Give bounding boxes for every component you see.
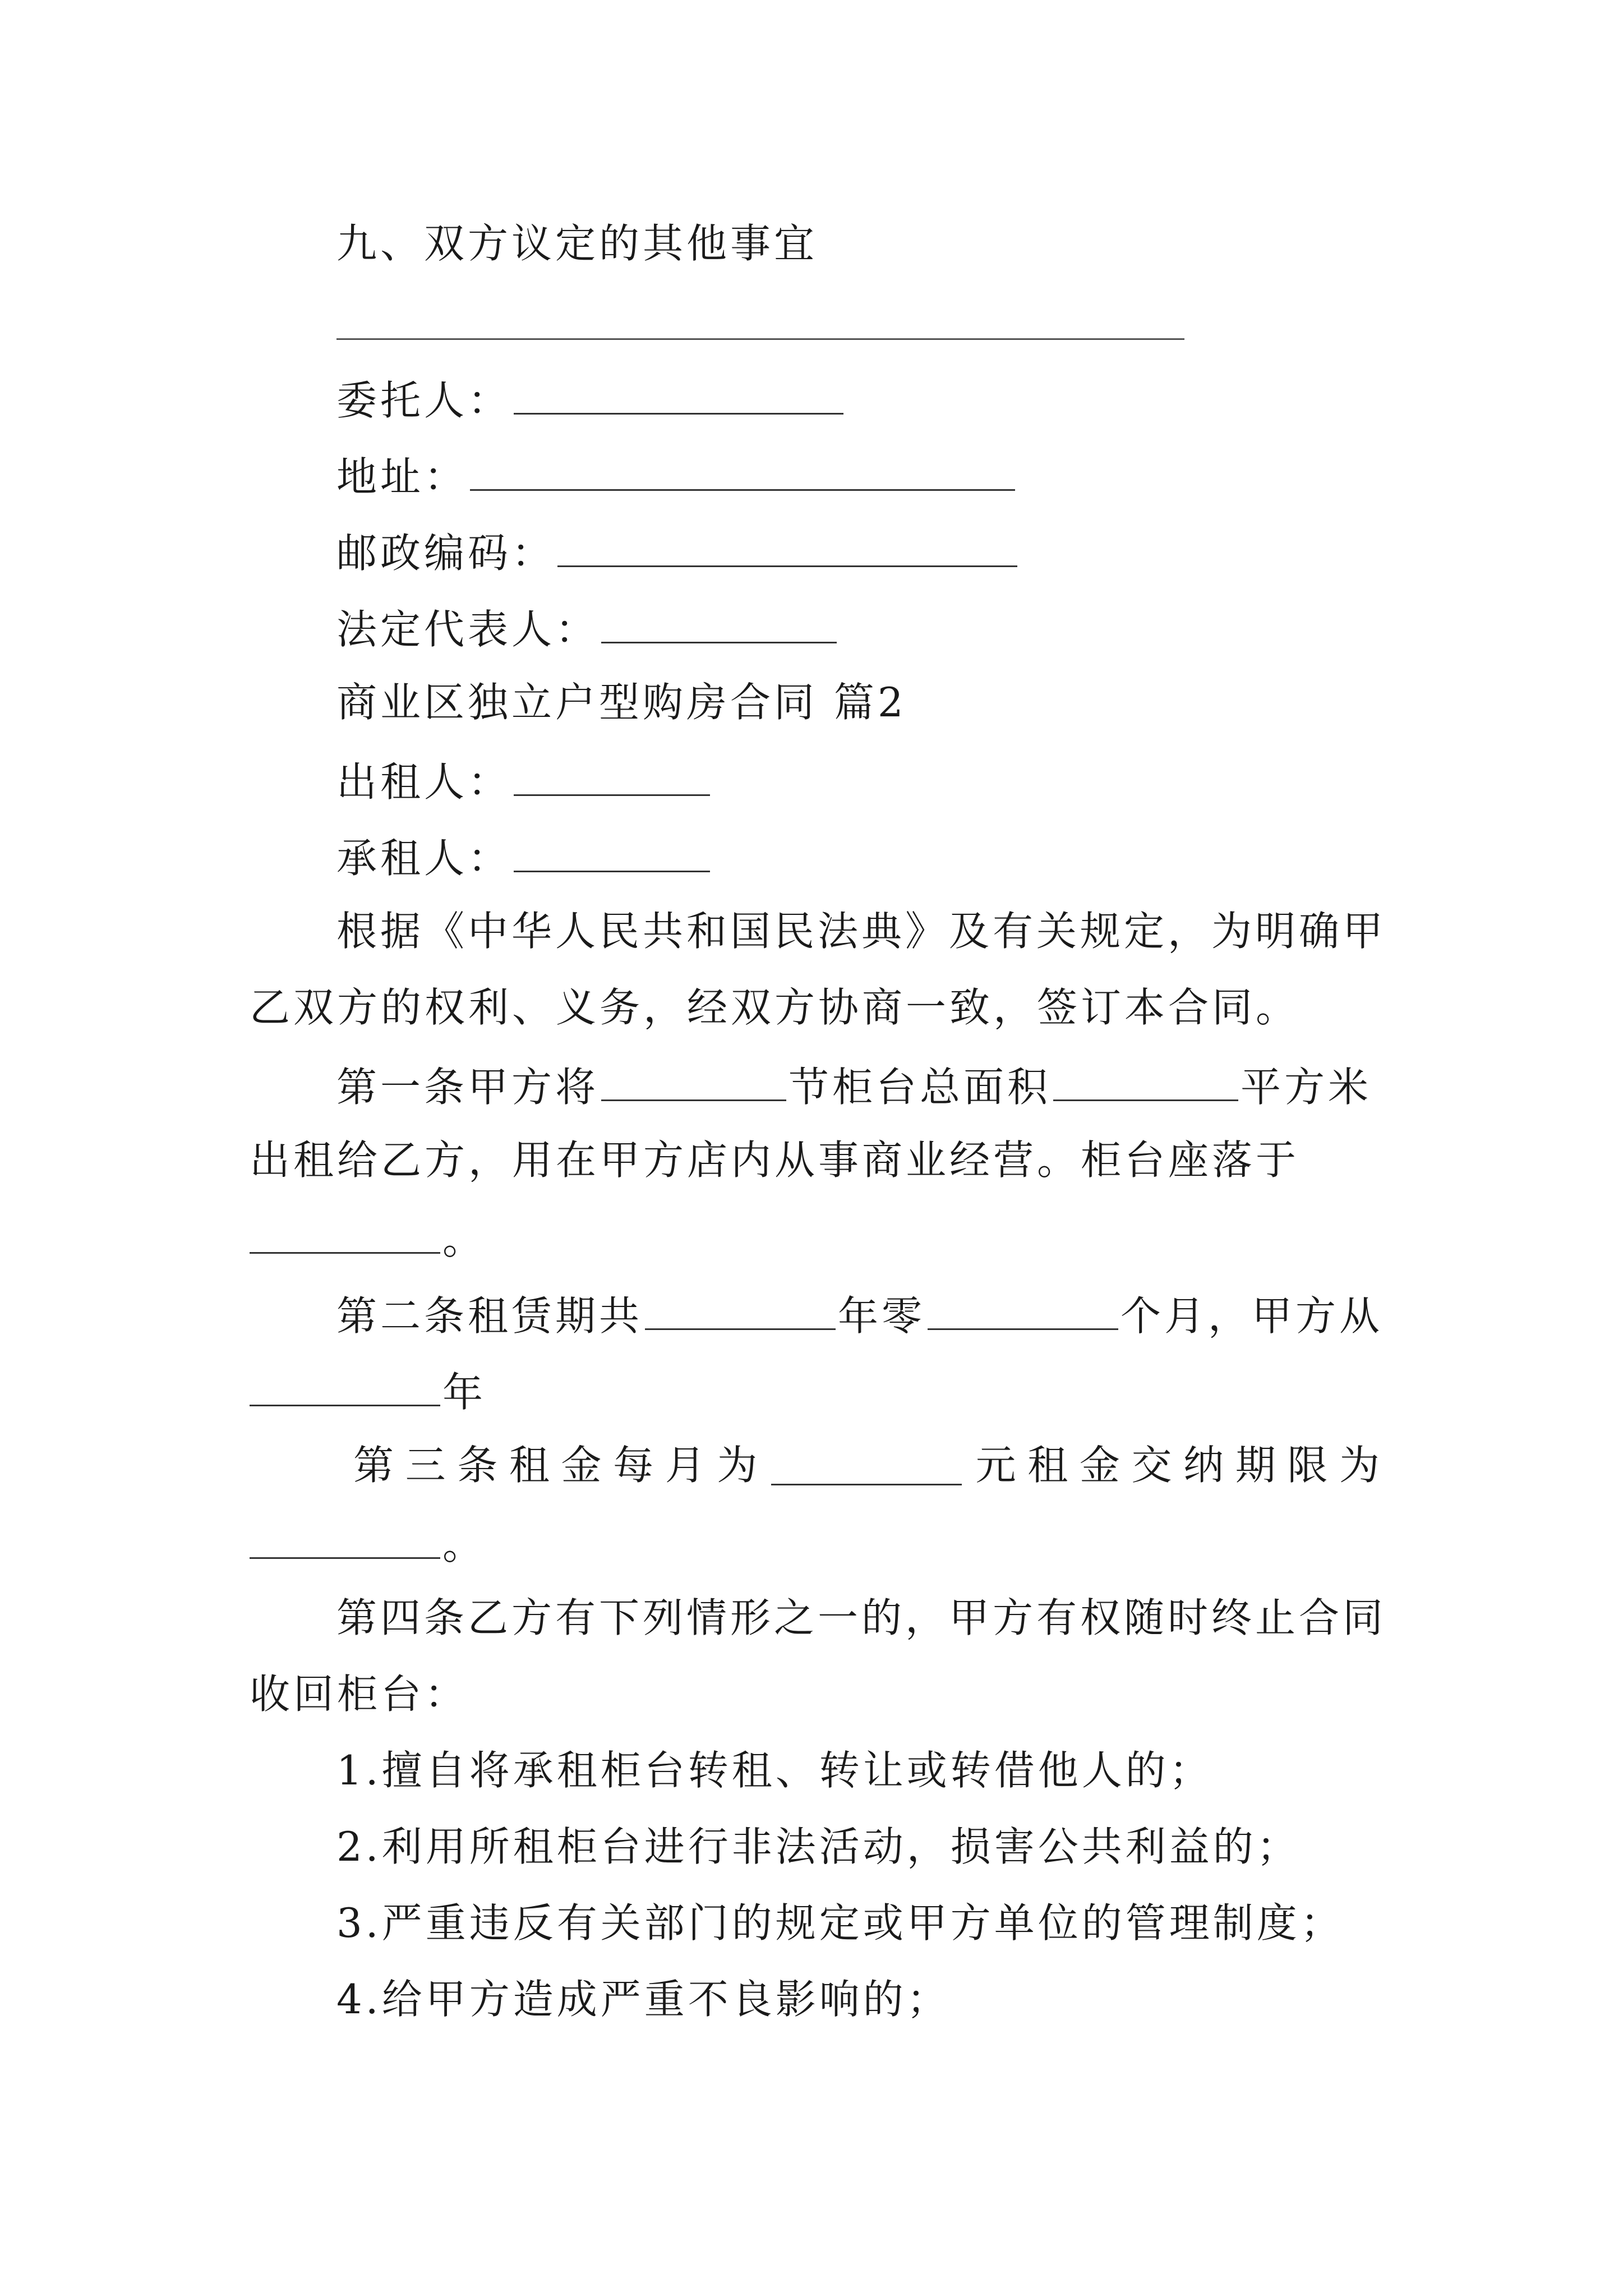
article-4-line-1: 第四条乙方有下列情形之一的，甲方有权随时终止合同: [336, 1594, 1387, 1641]
article-1-text-c: 平方米: [1241, 1064, 1372, 1111]
article-3-char: 纳: [1183, 1442, 1224, 1489]
legal-rep-field: [336, 606, 839, 653]
article-3-line-1: [353, 1442, 1380, 1489]
article-4-item-3: 3.严重违反有关部门的规定或甲方单位的管理制度；: [336, 1899, 1344, 1947]
contract-title: 商业区独立户型购房合同 篇2: [336, 679, 907, 726]
article-2-line-1: [336, 1292, 1384, 1340]
article-2-line-2: [250, 1369, 487, 1416]
area-blank: [1053, 1064, 1238, 1101]
location-blank: [250, 1216, 440, 1254]
postcode-blank: [557, 530, 1017, 567]
intro-line-1: 根据《中华人民共和国民法典》及有关规定，为明确甲: [336, 908, 1387, 955]
article-3-char: 三: [405, 1442, 446, 1489]
monthly-rent-blank: [771, 1448, 962, 1485]
legal-rep-blank: [601, 606, 837, 643]
article-3-char: 期: [1235, 1442, 1276, 1489]
article-3-char: 交: [1131, 1442, 1172, 1489]
article-4-item-4: 4.给甲方造成严重不良影响的；: [336, 1976, 951, 2023]
lessee-label: 承租人：: [336, 835, 512, 882]
lease-years-blank: [645, 1292, 836, 1330]
lessee-field: [336, 835, 712, 882]
heading-other-matters: 九、双方议定的其他事宜: [336, 220, 818, 267]
article-3-char: 金: [561, 1442, 602, 1489]
article-1-line-3: [250, 1216, 487, 1263]
article-3-char: 租: [509, 1442, 550, 1489]
lease-months-blank: [928, 1292, 1118, 1330]
article-3-char: 金: [1079, 1442, 1120, 1489]
address-field: [336, 453, 1017, 500]
article-1-text-b: 节柜台总面积: [789, 1064, 1052, 1111]
postcode-label: 邮政编码：: [336, 530, 556, 577]
article-1-line-2: 出租给乙方，用在甲方店内从事商业经营。柜台座落于: [250, 1137, 1300, 1184]
article-3-char: 租: [1027, 1442, 1068, 1489]
article-3-char: 每: [613, 1442, 654, 1489]
legal-rep-label: 法定代表人：: [336, 606, 600, 653]
principal-blank: [514, 377, 843, 415]
article-3-char: 为: [1339, 1442, 1380, 1489]
article-4-line-2: 收回柜台：: [250, 1671, 469, 1718]
article-4-item-2: 2.利用所租柜台进行非法活动，损害公共利益的；: [336, 1823, 1301, 1870]
article-2-text-c: 个月，甲方从: [1121, 1292, 1384, 1340]
article-3-char: 元: [975, 1442, 1016, 1489]
start-year-blank: [250, 1369, 440, 1406]
article-1-end: 。: [442, 1216, 487, 1263]
lessor-blank: [514, 758, 710, 796]
payment-deadline-blank: [250, 1521, 440, 1559]
principal-field: [336, 377, 846, 424]
address-blank: [470, 453, 1015, 491]
address-label: 地址：: [336, 453, 468, 500]
lessor-label: 出租人：: [336, 758, 512, 806]
article-2-text-a: 第二条租赁期共: [336, 1292, 643, 1340]
article-3-char: 条: [457, 1442, 498, 1489]
article-2-end: 年: [442, 1369, 487, 1416]
other-matters-fill-line: [336, 338, 1184, 340]
lessor-field: [336, 758, 712, 806]
counter-count-blank: [601, 1064, 786, 1101]
article-2-text-b: 年零: [838, 1292, 926, 1340]
article-3-char: 月: [665, 1442, 706, 1489]
article-3-char: 限: [1287, 1442, 1328, 1489]
article-3-char: 为: [717, 1442, 758, 1489]
article-3-end: 。: [442, 1521, 487, 1568]
article-3-line-2: [250, 1521, 487, 1568]
lessee-blank: [514, 835, 710, 872]
article-3-char: 第: [353, 1442, 394, 1489]
article-1-text-a: 第一条甲方将: [336, 1064, 600, 1111]
postcode-field: [336, 530, 1020, 577]
intro-line-2: 乙双方的权利、义务，经双方协商一致，签订本合同。: [250, 984, 1300, 1031]
principal-label: 委托人：: [336, 377, 512, 424]
article-1-line-1: [336, 1064, 1372, 1111]
article-4-item-1: 1.擅自将承租柜台转租、转让或转借他人的；: [336, 1747, 1213, 1794]
